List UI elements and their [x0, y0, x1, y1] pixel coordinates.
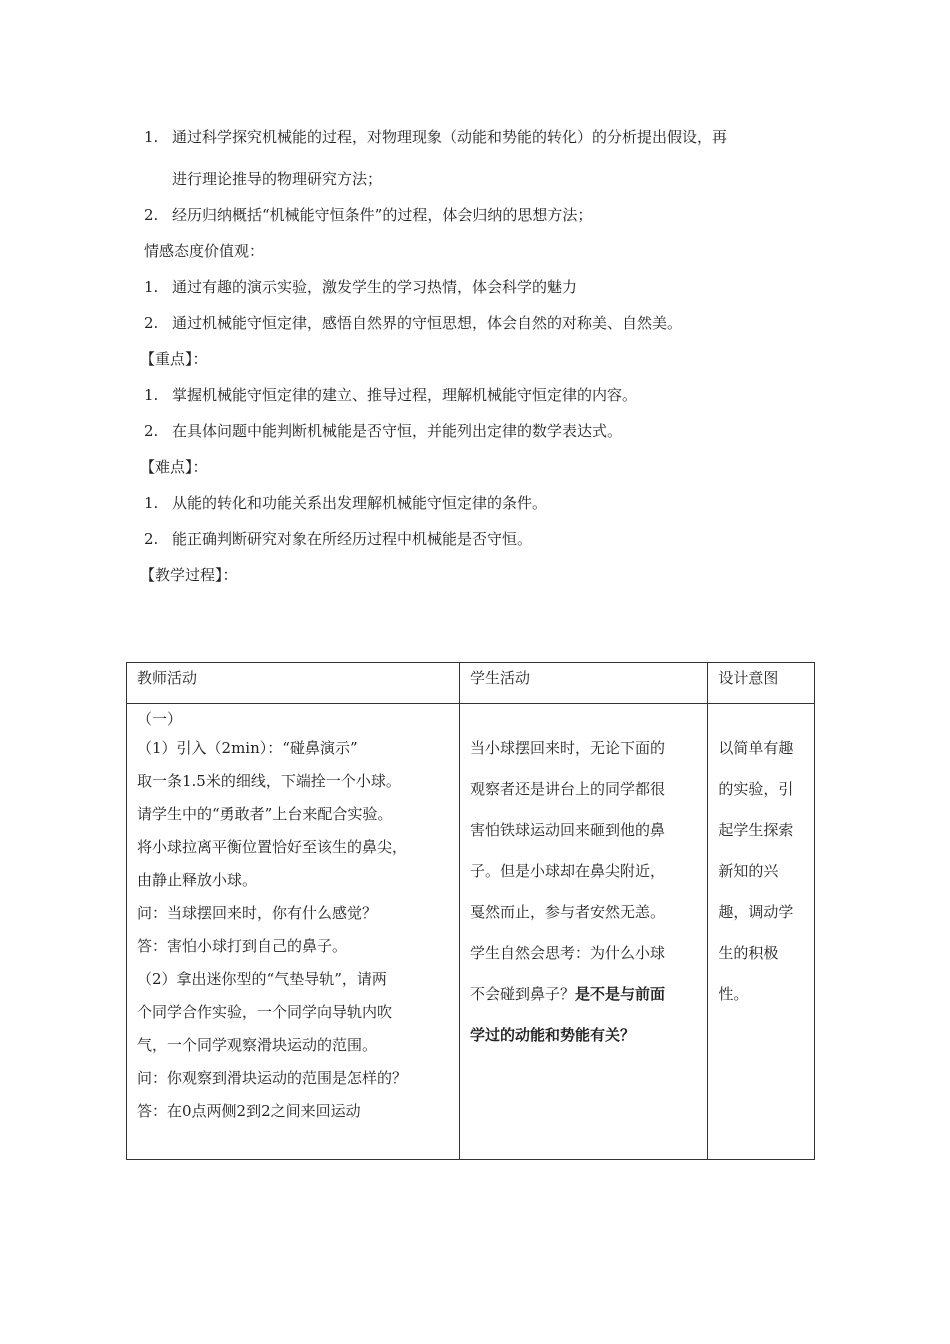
difficult-points-heading: 【难点】： [140, 458, 208, 476]
difficult-point-1: 1. 从能的转化和功能关系出发理解机械能守恒定律的条件。 [144, 494, 548, 512]
key-point-2: 2. 在具体问题中能判断机械能是否守恒，并能列出定律的数学表达式。 [144, 422, 623, 440]
student-activity-cell: 当小球摆回来时，无论下面的 观察者还是讲台上的同学都很 害怕铁球运动回来砸到他的鼻 子。但是小球却在鼻尖附近， 戛然而止，参与者安然无恙。 学生自然会思考：为什么小球 不会碰到鼻子？是不是与前面 学过的动能和势能有关？ [460, 704, 708, 1160]
header-design-intent: 设计意图 [708, 663, 815, 704]
objective-item-1: 1. 通过科学探究机械能的过程，对物理现象（动能和势能的转化）的分析提出假设，再 [144, 128, 728, 146]
key-points-heading: 【重点】： [140, 350, 208, 368]
difficult-point-2: 2. 能正确判断研究对象在所经历过程中机械能是否守恒。 [144, 530, 533, 548]
objective-item-2: 2. 经历归纳概括“机械能守恒条件”的过程，体会归纳的思想方法； [144, 206, 593, 224]
emotion-item-1: 1. 通过有趣的演示实验，激发学生的学习热情，体会科学的魅力 [144, 278, 578, 296]
teaching-process-heading: 【教学过程】： [140, 566, 238, 584]
bold-question-continued: 学过的动能和势能有关？ [470, 1026, 636, 1044]
table-header-row [127, 663, 815, 704]
header-teacher-activity: 教师活动 [127, 663, 460, 704]
teaching-process-table [126, 662, 815, 1160]
emotion-heading: 情感态度价值观： [144, 242, 265, 260]
emotion-item-2: 2. 通过机械能守恒定律，感悟自然界的守恒思想，体会自然的对称美、自然美。 [144, 314, 683, 332]
bold-question: 是不是与前面 [575, 985, 666, 1003]
design-intent-cell: 以简单有趣 的实验，引 起学生探索 新知的兴 趣，调动学 生的积极 性。 [708, 704, 815, 1160]
header-student-activity: 学生活动 [460, 663, 708, 704]
key-point-1: 1. 掌握机械能守恒定律的建立、推导过程，理解机械能守恒定律的内容。 [144, 386, 638, 404]
table-row [127, 704, 815, 1160]
objective-item-1-continued: 进行理论推导的物理研究方法； [172, 170, 383, 188]
teacher-activity-cell: （一） （1）引入（2min）：“碰鼻演示” 取一条1.5米的细线，下端拴一个小球。 请学生中的“勇敢者”上台来配合实验。 将小球拉离平衡位置恰好至该生的鼻尖， 由静止释放小球。 问：当球摆回来时，你有什么感觉？ 答：害怕小球打到自己的鼻子。 （2）拿出迷你型的“气垫导轨”，请两 个同学合作实验，一个同学向导轨内吹 气，一个同学观察滑块运动的范围。 问：你观察到滑块运动的范围是怎样的？ 答：在0点两侧2到2之间来回运动 [127, 704, 460, 1160]
